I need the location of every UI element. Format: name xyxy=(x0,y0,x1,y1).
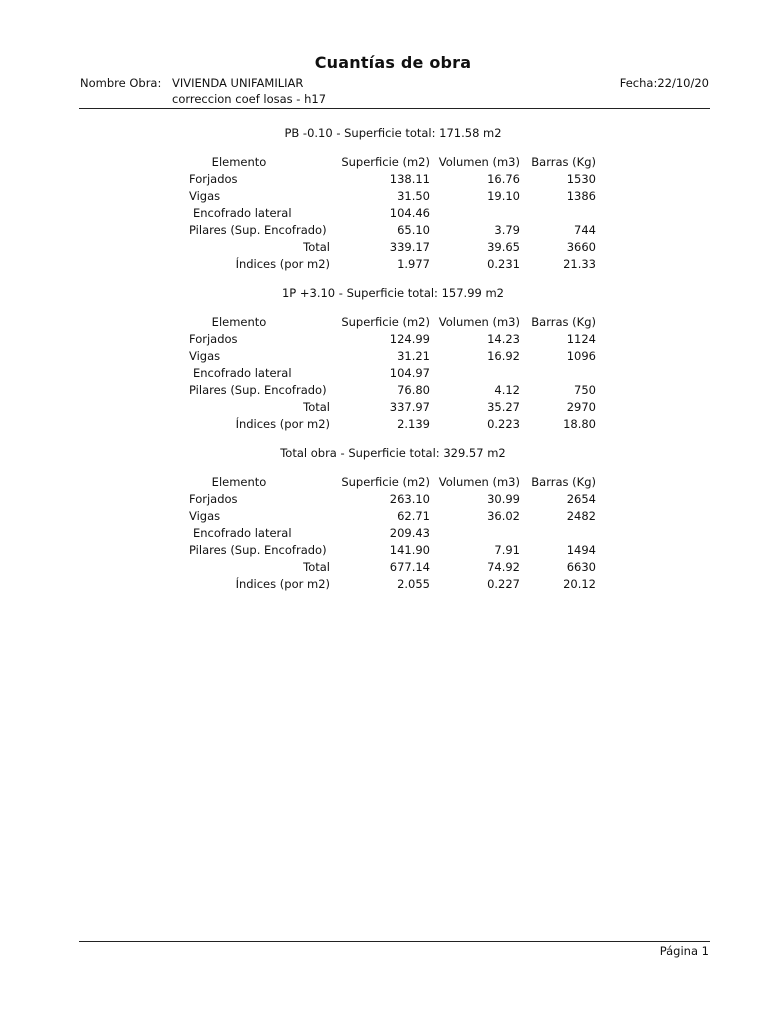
row-barras: 1124 xyxy=(566,332,596,346)
table-row-total xyxy=(0,239,768,256)
row-name: Forjados xyxy=(189,172,238,186)
table-row-indices xyxy=(0,576,768,593)
row-name: Índices (por m2) xyxy=(235,257,330,271)
row-barras: 18.80 xyxy=(563,417,596,431)
row-name: Total xyxy=(303,400,330,414)
row-superficie: 337.97 xyxy=(389,400,430,414)
row-volumen: 16.76 xyxy=(487,172,520,186)
obra-header-row xyxy=(80,76,710,91)
col-header-superficie: Superficie (m2) xyxy=(341,475,430,489)
quantities-table xyxy=(0,474,768,593)
row-volumen: 0.223 xyxy=(487,417,520,431)
section-title: PB -0.10 - Superficie total: 171.58 m2 xyxy=(284,126,502,140)
table-row xyxy=(0,205,768,222)
col-header-superficie: Superficie (m2) xyxy=(341,315,430,329)
row-superficie: 62.71 xyxy=(397,509,430,523)
row-superficie: 677.14 xyxy=(389,560,430,574)
col-header-volumen: Volumen (m3) xyxy=(438,315,520,329)
quantities-table xyxy=(0,314,768,433)
row-superficie: 263.10 xyxy=(389,492,430,506)
row-superficie: 76.80 xyxy=(397,383,430,397)
table-row xyxy=(0,525,768,542)
page-title: Cuantías de obra xyxy=(314,53,472,72)
table-row xyxy=(0,331,768,348)
row-volumen: 19.10 xyxy=(487,189,520,203)
row-superficie: 2.139 xyxy=(397,417,430,431)
obra-note-row xyxy=(80,92,710,107)
table-row xyxy=(0,365,768,382)
table-row-total xyxy=(0,399,768,416)
row-barras: 1386 xyxy=(566,189,596,203)
row-superficie: 65.10 xyxy=(397,223,430,237)
fecha-text: Fecha:22/10/20 xyxy=(619,76,709,90)
row-name: Vigas xyxy=(189,509,221,523)
row-barras: 21.33 xyxy=(563,257,596,271)
row-barras: 3660 xyxy=(566,240,596,254)
row-superficie: 138.11 xyxy=(389,172,430,186)
row-superficie: 104.46 xyxy=(389,206,430,220)
table-row xyxy=(0,508,768,525)
row-name: Índices (por m2) xyxy=(235,417,330,431)
row-volumen: 30.99 xyxy=(487,492,520,506)
row-name: Encofrado lateral xyxy=(193,366,292,380)
table-row xyxy=(0,222,768,239)
obra-name: VIVIENDA UNIFAMILIAR xyxy=(172,76,304,90)
row-name: Encofrado lateral xyxy=(193,206,292,220)
section-title: 1P +3.10 - Superficie total: 157.99 m2 xyxy=(281,286,505,300)
row-name: Pilares (Sup. Encofrado) xyxy=(189,543,327,557)
table-row xyxy=(0,382,768,399)
table-row-total xyxy=(0,559,768,576)
row-barras: 2970 xyxy=(566,400,596,414)
row-superficie: 2.055 xyxy=(397,577,430,591)
table-row xyxy=(0,188,768,205)
row-volumen: 3.79 xyxy=(494,223,520,237)
row-barras: 750 xyxy=(574,383,596,397)
row-name: Forjados xyxy=(189,492,238,506)
obra-label: Nombre Obra: xyxy=(80,76,162,90)
row-name: Pilares (Sup. Encofrado) xyxy=(189,383,327,397)
footer-divider xyxy=(79,941,710,942)
page-number: Página 1 xyxy=(659,944,709,958)
section-title: Total obra - Superficie total: 329.57 m2 xyxy=(280,446,506,460)
row-superficie: 209.43 xyxy=(389,526,430,540)
row-volumen: 74.92 xyxy=(487,560,520,574)
row-volumen: 35.27 xyxy=(487,400,520,414)
row-volumen: 4.12 xyxy=(494,383,520,397)
row-barras: 1096 xyxy=(566,349,596,363)
col-header-superficie: Superficie (m2) xyxy=(341,155,430,169)
table-row xyxy=(0,171,768,188)
col-header-barras: Barras (Kg) xyxy=(531,475,596,489)
col-header-volumen: Volumen (m3) xyxy=(438,155,520,169)
row-volumen: 0.231 xyxy=(487,257,520,271)
row-name: Forjados xyxy=(189,332,238,346)
row-volumen: 16.92 xyxy=(487,349,520,363)
col-header-volumen: Volumen (m3) xyxy=(438,475,520,489)
row-barras: 1530 xyxy=(566,172,596,186)
table-header-row xyxy=(0,154,768,171)
table-row-indices xyxy=(0,256,768,273)
row-barras: 1494 xyxy=(566,543,596,557)
header-divider xyxy=(79,108,710,109)
row-superficie: 31.21 xyxy=(397,349,430,363)
table-header-row xyxy=(0,474,768,491)
row-volumen: 7.91 xyxy=(494,543,520,557)
table-header-row xyxy=(0,314,768,331)
row-barras: 744 xyxy=(574,223,596,237)
row-volumen: 39.65 xyxy=(487,240,520,254)
row-name: Índices (por m2) xyxy=(235,577,330,591)
row-volumen: 0.227 xyxy=(487,577,520,591)
table-row xyxy=(0,491,768,508)
row-name: Vigas xyxy=(189,349,221,363)
row-superficie: 339.17 xyxy=(389,240,430,254)
col-header-elemento: Elemento xyxy=(211,155,267,169)
row-superficie: 1.977 xyxy=(397,257,430,271)
row-volumen: 36.02 xyxy=(487,509,520,523)
row-name: Encofrado lateral xyxy=(193,526,292,540)
row-superficie: 141.90 xyxy=(389,543,430,557)
table-row xyxy=(0,542,768,559)
row-volumen: 14.23 xyxy=(487,332,520,346)
obra-note: correccion coef losas - h17 xyxy=(172,92,327,106)
col-header-barras: Barras (Kg) xyxy=(531,155,596,169)
row-name: Total xyxy=(303,240,330,254)
row-superficie: 104.97 xyxy=(389,366,430,380)
table-row xyxy=(0,348,768,365)
row-barras: 2482 xyxy=(566,509,596,523)
row-barras: 6630 xyxy=(566,560,596,574)
col-header-elemento: Elemento xyxy=(211,475,267,489)
row-superficie: 124.99 xyxy=(389,332,430,346)
row-barras: 20.12 xyxy=(563,577,596,591)
col-header-barras: Barras (Kg) xyxy=(531,315,596,329)
row-barras: 2654 xyxy=(566,492,596,506)
row-name: Pilares (Sup. Encofrado) xyxy=(189,223,327,237)
table-row-indices xyxy=(0,416,768,433)
quantities-table xyxy=(0,154,768,273)
col-header-elemento: Elemento xyxy=(211,315,267,329)
row-name: Vigas xyxy=(189,189,221,203)
row-name: Total xyxy=(303,560,330,574)
row-superficie: 31.50 xyxy=(397,189,430,203)
